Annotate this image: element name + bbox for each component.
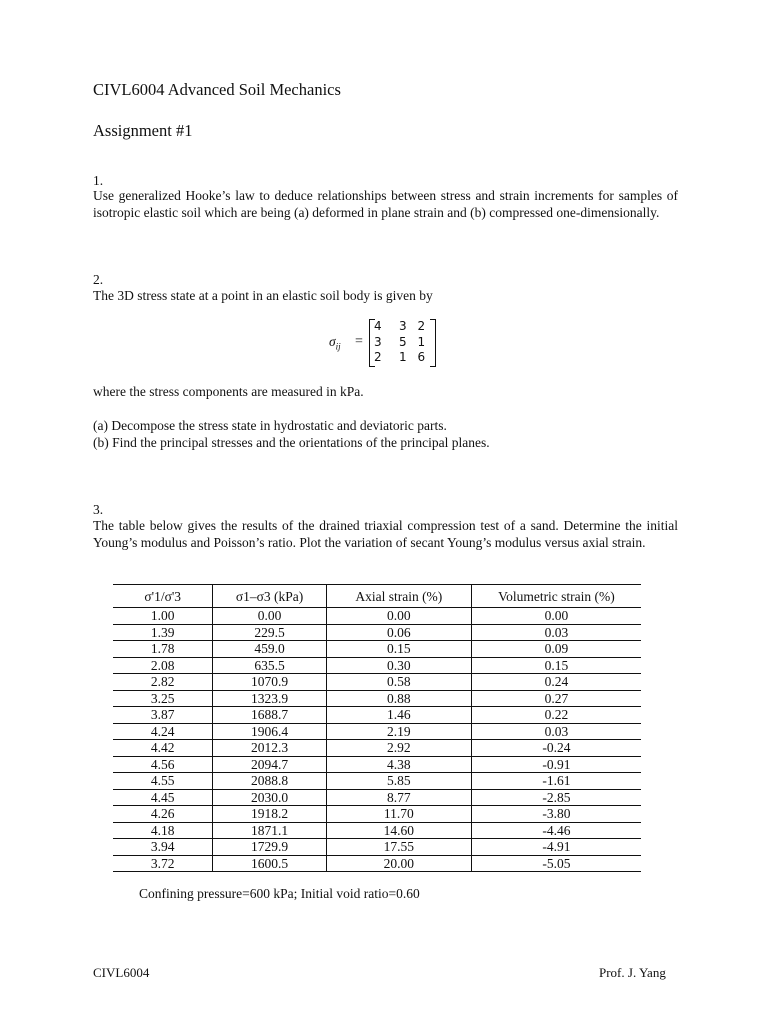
table-cell: 1070.9: [213, 674, 326, 691]
matrix-row: [374, 350, 430, 366]
table-cell: 2.82: [113, 674, 213, 691]
table-cell: 5.85: [326, 773, 471, 790]
question-1-text: Use generalized Hooke’s law to deduce relationships between stress and strain increments for samples of isotropic elastic soil which are being (a) deformed in plane strain and (b) compressed one-dimensionally.: [93, 188, 678, 220]
table-cell: 1600.5: [213, 855, 326, 872]
table-row: [113, 806, 641, 823]
table-cell: -0.91: [471, 756, 641, 773]
table-cell: 635.5: [213, 657, 326, 674]
table-row: [113, 674, 641, 691]
table-cell: 2.19: [326, 723, 471, 740]
question-2-number: 2.: [93, 272, 104, 287]
col-header-stress-ratio: σ'1/σ'3: [113, 585, 213, 608]
table-cell: 1688.7: [213, 707, 326, 724]
table-cell: 4.26: [113, 806, 213, 823]
table-cell: 0.15: [326, 641, 471, 658]
matrix-cell: 3: [374, 334, 382, 349]
table-cell: 2.08: [113, 657, 213, 674]
table-cell: 2030.0: [213, 789, 326, 806]
table-cell: 1.46: [326, 707, 471, 724]
table-cell: 1323.9: [213, 690, 326, 707]
table-row: [113, 855, 641, 872]
table-cell: 3.94: [113, 839, 213, 856]
table-cell: 4.24: [113, 723, 213, 740]
table-cell: 229.5: [213, 624, 326, 641]
question-2-part-b: (b) Find the principal stresses and the orientations of the principal planes.: [93, 435, 490, 450]
table-header-row: [113, 585, 641, 608]
table-cell: 1.78: [113, 641, 213, 658]
table-row: [113, 822, 641, 839]
table-cell: -5.05: [471, 855, 641, 872]
footer-author: Prof. J. Yang: [599, 965, 666, 980]
table-cell: 0.24: [471, 674, 641, 691]
table-cell: -4.46: [471, 822, 641, 839]
table-cell: 4.42: [113, 740, 213, 757]
table-cell: 4.18: [113, 822, 213, 839]
table-cell: 4.45: [113, 789, 213, 806]
table-row: [113, 707, 641, 724]
col-header-volumetric-strain: Volumetric strain (%): [471, 585, 641, 608]
question-3-text: The table below gives the results of the drained triaxial compression test of a sand. Determine the initial Young’s modulus and Poisson’s ratio. Plot the variation of secant Young’s modulus versus axial strain.: [93, 518, 678, 550]
table-cell: -0.24: [471, 740, 641, 757]
table-cell: 17.55: [326, 839, 471, 856]
matrix-cell: 2: [417, 319, 426, 333]
table-cell: 14.60: [326, 822, 471, 839]
table-row: [113, 657, 641, 674]
table-cell: 1906.4: [213, 723, 326, 740]
table-cell: -1.61: [471, 773, 641, 790]
question-3-number: 3.: [93, 502, 104, 517]
table-cell: 11.70: [326, 806, 471, 823]
table-cell: -2.85: [471, 789, 641, 806]
table-cell: 4.38: [326, 756, 471, 773]
table-cell: 3.72: [113, 855, 213, 872]
table-row: [113, 641, 641, 658]
table-cell: 1871.1: [213, 822, 326, 839]
matrix-equals: =: [355, 334, 363, 349]
table-cell: 4.55: [113, 773, 213, 790]
table-cell: 459.0: [213, 641, 326, 658]
table-cell: 1729.9: [213, 839, 326, 856]
table-cell: 0.03: [471, 723, 641, 740]
footer-course-code: CIVL6004: [93, 965, 150, 980]
table-cell: 0.03: [471, 624, 641, 641]
table-caption: Confining pressure=600 kPa; Initial void ratio=0.60: [139, 886, 420, 901]
table-cell: 0.27: [471, 690, 641, 707]
table-cell: 1.39: [113, 624, 213, 641]
table-cell: 0.15: [471, 657, 641, 674]
matrix-cell: 6: [417, 350, 426, 364]
table-cell: 0.00: [213, 608, 326, 625]
question-2-part-a: (a) Decompose the stress state in hydrostatic and deviatoric parts.: [93, 418, 447, 433]
matrix-row: [374, 335, 430, 351]
table-cell: -3.80: [471, 806, 641, 823]
table-cell: 0.09: [471, 641, 641, 658]
table-cell: 1918.2: [213, 806, 326, 823]
table-cell: 4.56: [113, 756, 213, 773]
table-cell: 0.30: [326, 657, 471, 674]
table-row: [113, 690, 641, 707]
table-cell: 2012.3: [213, 740, 326, 757]
table-cell: 3.87: [113, 707, 213, 724]
matrix-cell: 1: [417, 334, 426, 349]
table-cell: 0.58: [326, 674, 471, 691]
table-cell: 0.88: [326, 690, 471, 707]
table-cell: 8.77: [326, 789, 471, 806]
matrix-symbol: $\sigma_{ij}$: [329, 334, 341, 352]
table-cell: 1.00: [113, 608, 213, 625]
triaxial-results-table: [113, 584, 641, 872]
table-cell: 20.00: [326, 855, 471, 872]
matrix-cell: 4: [374, 319, 382, 333]
table-cell: 0.22: [471, 707, 641, 724]
table-row: [113, 756, 641, 773]
assignment-title: Assignment #1: [93, 121, 193, 140]
question-2-intro: The 3D stress state at a point in an elastic soil body is given by: [93, 288, 433, 303]
table-cell: -4.91: [471, 839, 641, 856]
matrix-cell: 2: [374, 350, 382, 364]
table-cell: 2094.7: [213, 756, 326, 773]
matrix-row: [374, 319, 430, 335]
question-2-units-note: where the stress components are measured in kPa.: [93, 384, 364, 399]
table-cell: 3.25: [113, 690, 213, 707]
matrix-cell: 1: [398, 350, 407, 364]
table-row: [113, 740, 641, 757]
course-title: CIVL6004 Advanced Soil Mechanics: [93, 80, 341, 99]
table-row: [113, 723, 641, 740]
matrix-cell: 5: [398, 334, 407, 349]
table-cell: 0.00: [471, 608, 641, 625]
table-cell: 0.06: [326, 624, 471, 641]
matrix-cell: 3: [398, 319, 407, 333]
matrix-values: [374, 319, 430, 366]
question-1-number: 1.: [93, 173, 104, 188]
col-header-deviator-stress: σ1–σ3 (kPa): [213, 585, 326, 608]
table-row: [113, 624, 641, 641]
table-row: [113, 608, 641, 625]
table-cell: 2088.8: [213, 773, 326, 790]
table-row: [113, 773, 641, 790]
table-row: [113, 789, 641, 806]
table-row: [113, 839, 641, 856]
col-header-axial-strain: Axial strain (%): [326, 585, 471, 608]
table-cell: 0.00: [326, 608, 471, 625]
table-cell: 2.92: [326, 740, 471, 757]
matrix-right-bracket: [430, 319, 436, 367]
